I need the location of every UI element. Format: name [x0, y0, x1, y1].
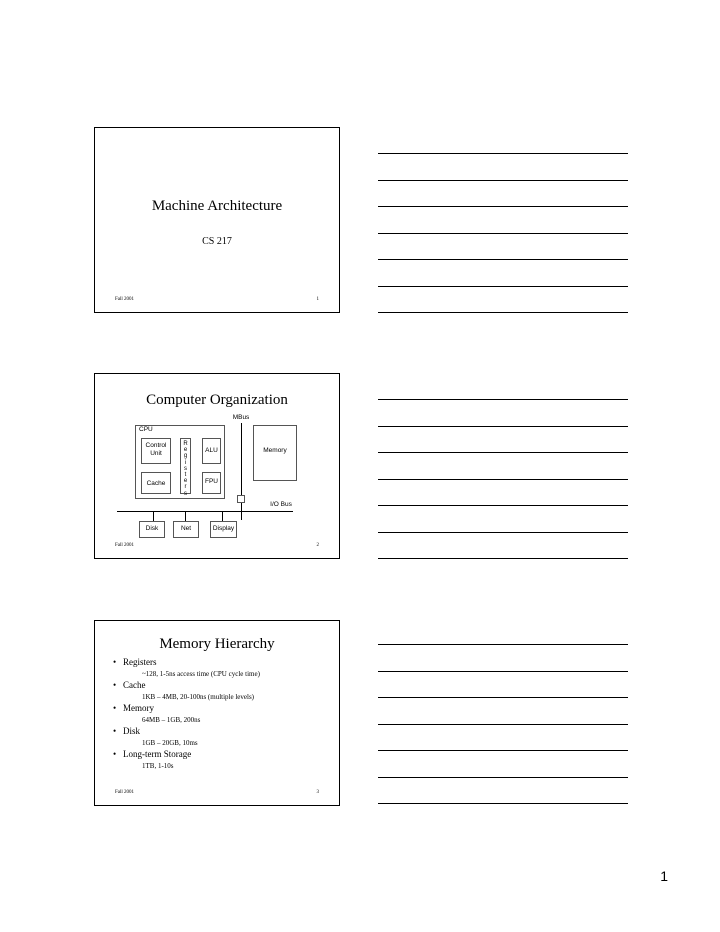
- footer-date: Fall 2001: [115, 790, 135, 795]
- fpu-label: FPU: [205, 478, 218, 485]
- note-line: [378, 399, 628, 400]
- note-line: [378, 671, 628, 672]
- note-line: [378, 452, 628, 453]
- footer-date: Fall 2001: [115, 543, 135, 548]
- note-line: [378, 777, 628, 778]
- note-line: [378, 532, 628, 533]
- list-item-detail: 1TB, 1-10s: [142, 762, 174, 770]
- note-line: [378, 286, 628, 287]
- list-item-label: • Disk: [113, 726, 329, 737]
- note-line: [378, 505, 628, 506]
- list-item-detail: 1KB – 4MB, 20-100ns (multiple levels): [142, 693, 254, 701]
- memory-label: Memory: [263, 447, 287, 454]
- slide-2: [94, 373, 340, 559]
- slide-title: Machine Architecture: [151, 198, 283, 214]
- alu-label: ALU: [205, 447, 218, 454]
- list-item-detail: ~128, 1-5ns access time (CPU cycle time): [142, 670, 260, 678]
- note-line: [378, 724, 628, 725]
- note-line: [378, 426, 628, 427]
- note-line: [378, 259, 628, 260]
- mbus-line: [241, 423, 242, 520]
- control-unit-label: Control Unit: [145, 442, 167, 457]
- note-line: [378, 644, 628, 645]
- list-item-label: • Registers: [113, 657, 329, 668]
- list-item-label: • Cache: [113, 680, 329, 691]
- cpu-label: CPU: [139, 426, 153, 433]
- computer-organization-diagram: [95, 374, 341, 560]
- disk-label: Disk: [145, 525, 159, 532]
- slide-title: Memory Hierarchy: [159, 636, 275, 652]
- registers-box: [180, 438, 191, 497]
- list-item-label: • Memory: [113, 703, 329, 714]
- slide-3: [94, 620, 340, 806]
- footer-date: Fall 2001: [115, 297, 135, 302]
- slide-number: 1: [316, 297, 319, 302]
- registers-label: R e g i s t e r s: [183, 441, 188, 497]
- cache-label: Cache: [146, 480, 166, 487]
- net-connector: [185, 511, 186, 521]
- mbus-label: MBus: [232, 414, 250, 421]
- slide-number: 2: [316, 543, 319, 548]
- page-number: 1: [660, 868, 668, 884]
- memory-hierarchy-list: [113, 657, 329, 772]
- slide-title: Computer Organization: [146, 392, 288, 408]
- display-connector: [222, 511, 223, 521]
- io-bus-label: I/O Bus: [270, 501, 292, 508]
- note-line: [378, 312, 628, 313]
- list-item-detail: 1GB – 20GB, 10ms: [142, 739, 198, 747]
- note-line: [378, 206, 628, 207]
- list-item-label: • Long-term Storage: [113, 749, 329, 760]
- note-line: [378, 558, 628, 559]
- note-line: [378, 479, 628, 480]
- io-bus-line: [117, 511, 293, 512]
- display-label: Display: [212, 525, 235, 532]
- note-line: [378, 750, 628, 751]
- slide-subtitle: CS 217: [202, 236, 232, 247]
- note-line: [378, 153, 628, 154]
- bus-bridge: [237, 495, 245, 503]
- note-line: [378, 697, 628, 698]
- slide-1: [94, 127, 340, 313]
- note-line: [378, 803, 628, 804]
- note-line: [378, 180, 628, 181]
- list-item-detail: 64MB – 1GB, 200ns: [142, 716, 201, 724]
- slide-number: 3: [316, 790, 319, 795]
- note-line: [378, 233, 628, 234]
- disk-connector: [153, 511, 154, 521]
- net-label: Net: [180, 525, 192, 532]
